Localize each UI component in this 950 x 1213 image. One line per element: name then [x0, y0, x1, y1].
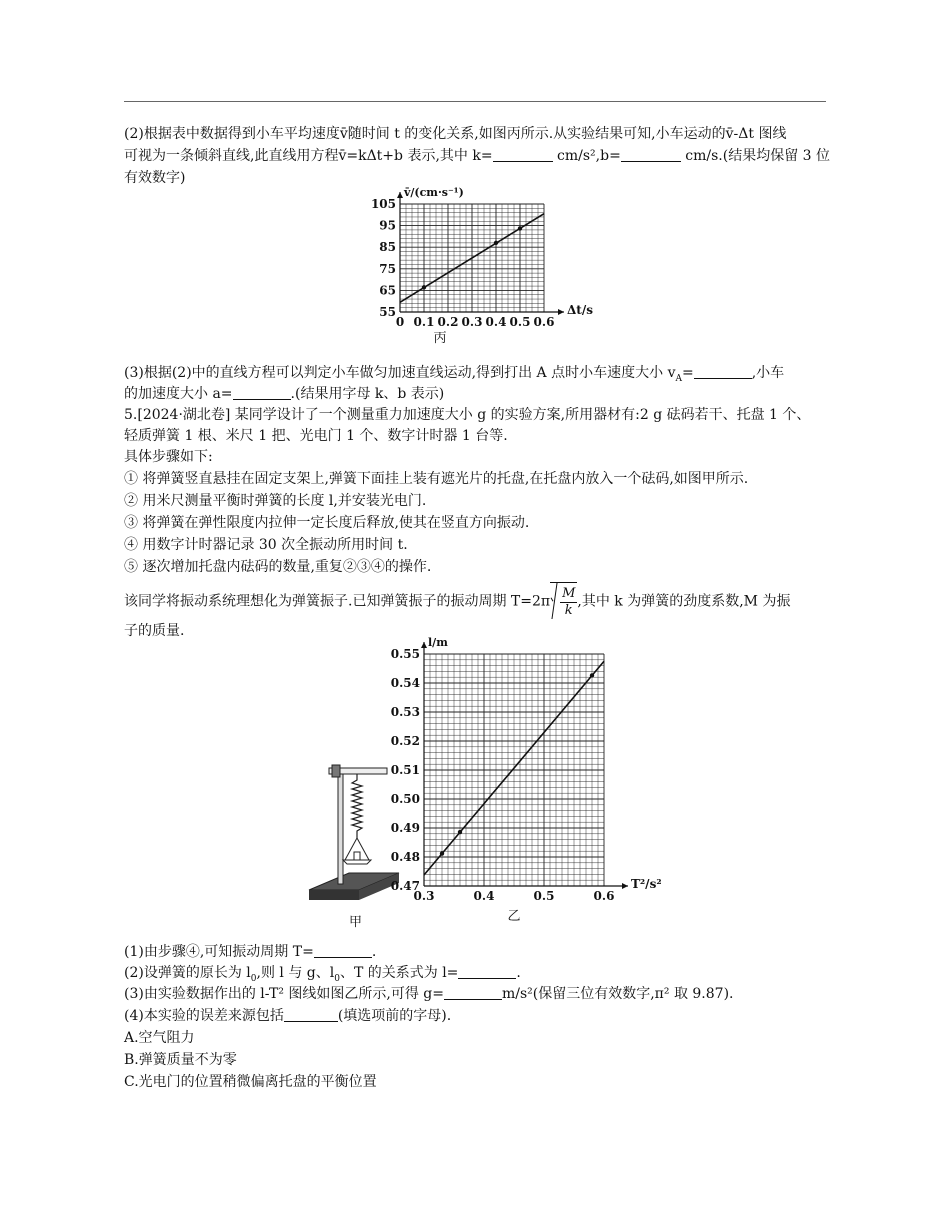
y-tick-label: 75: [379, 261, 396, 276]
chart-caption: 丙: [433, 331, 447, 346]
q2-text-a: 可视为一条倾斜直线,此直线用方程v̄=kΔt+b 表示,其中 k=: [124, 148, 493, 164]
answer-blank-b[interactable]: [621, 147, 681, 162]
x-axis-label: Δt/s: [567, 303, 593, 317]
answer-blank-k[interactable]: [493, 147, 553, 162]
option-a[interactable]: A.空气阻力: [124, 1030, 195, 1046]
q3-line2: [124, 384, 826, 405]
y-tick-label: 105: [370, 197, 396, 211]
x-tick-label: 0.2: [437, 315, 459, 329]
x-tick-label: 0: [395, 315, 405, 329]
q3-text-e: .(结果用字母 k、b 表示): [290, 386, 445, 402]
answer-blank-g[interactable]: [444, 985, 502, 1000]
q5-sub2-b: ,则 l 与 g、l: [256, 965, 335, 981]
q3-text-a: (3)根据(2)中的直线方程可以判定小车做匀加速直线运动,得到打出 A 点时小车速度大小 v: [124, 365, 676, 381]
q5-sub4-a: (4)本实验的误差来源包括: [124, 1008, 284, 1024]
y-axis-arrow-icon: [397, 192, 403, 198]
y-tick-label: 0.53: [390, 705, 420, 719]
data-point: [590, 673, 594, 677]
y-axis-label: l/m: [428, 636, 448, 649]
chart-yi-grid: [424, 654, 604, 886]
frac-denominator: k: [564, 602, 573, 618]
answer-blank-l[interactable]: [458, 964, 516, 979]
y-tick-label: 0.47: [390, 879, 420, 893]
q5-model-line: [124, 582, 826, 621]
q5-sub1: [124, 942, 826, 963]
q3-text-c: ,小车: [751, 365, 785, 381]
data-point: [494, 241, 498, 245]
chart-caption: 乙: [507, 909, 521, 924]
frac-numerator: M: [562, 585, 576, 601]
q2-line2: [124, 146, 831, 167]
q5-sub2-sub0b: 0: [334, 973, 340, 984]
y-tick-label: 0.52: [390, 734, 420, 748]
q5-model-line2: 子的质量.: [124, 623, 185, 639]
q5-step: ③ 将弹簧在弹性限度内拉伸一定长度后释放,使其在竖直方向振动.: [124, 515, 530, 531]
q5-sub2-sub0: 0: [250, 973, 257, 984]
apparatus-base-front: [309, 890, 359, 900]
q3-line1: [124, 363, 826, 384]
x-tick-label: 0.6: [593, 889, 615, 903]
q2-line3: 有效数字): [124, 170, 186, 186]
x-axis-arrow-icon: [622, 883, 628, 889]
q5-sub1-end: .: [371, 944, 377, 960]
q5-steps-title: 具体步骤如下:: [124, 449, 213, 465]
data-point: [440, 851, 444, 855]
x-tick-label: 0.3: [413, 889, 435, 903]
option-b[interactable]: B.弹簧质量不为零: [124, 1052, 237, 1068]
answer-blank-error[interactable]: [284, 1007, 338, 1022]
q2-text-b: cm/s²,b=: [557, 148, 621, 164]
q5-line1: 5.[2024·湖北卷] 某同学设计了一个测量重力加速度大小 g 的实验方案,所用器材有:2 g 砝码若干、托盘 1 个、: [124, 407, 811, 423]
q5-sub2-c: 、T 的关系式为 l=: [339, 965, 459, 981]
q5-step: ⑤ 逐次增加托盘内砝码的数量,重复②③④的操作.: [124, 559, 432, 575]
q5-step: ① 将弹簧竖直悬挂在固定支架上,弹簧下面挂上装有遮光片的托盘,在托盘内放入一个砝码,如图甲所示.: [124, 471, 749, 487]
q5-sub2-a: (2)设弹簧的原长为 l: [124, 965, 251, 981]
q5-sub2: [124, 963, 826, 984]
data-point: [458, 830, 462, 834]
q5-sub1-text: (1)由步骤④,可知振动周期 T=: [124, 944, 314, 960]
q2-line1: (2)根据表中数据得到小车平均速度v̄随时间 t 的变化关系,如图丙所示.从实验结果可知,小车运动的v̄-Δt 图线: [124, 126, 787, 142]
q3-sub-a: A: [675, 373, 682, 384]
x-axis-arrow-icon: [558, 309, 564, 315]
x-tick-label: 0.4: [485, 315, 507, 329]
chart-bing: [360, 182, 600, 347]
y-tick-label: 0.54: [390, 676, 420, 690]
data-point: [422, 285, 426, 289]
x-tick-label: 0.4: [473, 889, 495, 903]
q5-sub3: [124, 984, 826, 1005]
x-tick-label: 0.6: [533, 315, 555, 329]
x-tick-label: 0.5: [509, 315, 531, 329]
q5-sub3-a: (3)由实验数据作出的 l-T² 图线如图乙所示,可得 g=: [124, 986, 444, 1002]
y-tick-label: 0.51: [390, 763, 420, 777]
sqrt-symbol: [550, 582, 577, 621]
figure-jia-label: 甲: [349, 915, 363, 930]
apparatus-pole: [338, 772, 343, 884]
answer-blank-T[interactable]: [314, 943, 372, 958]
y-tick-label: 0.55: [390, 647, 420, 661]
q3-text-b: =: [681, 365, 694, 381]
apparatus-clamp: [332, 765, 340, 777]
q5-sub4-b: (填选项前的字母).: [337, 1008, 452, 1024]
tray-icon: [343, 860, 371, 864]
y-tick-label: 65: [379, 283, 396, 298]
answer-blank-va[interactable]: [694, 364, 752, 379]
x-tick-label: 0.1: [413, 315, 435, 329]
y-axis-arrow-icon: [421, 642, 427, 648]
x-axis-label: T²/s²: [631, 877, 662, 891]
y-tick-label: 0.49: [390, 821, 420, 835]
q5-sub3-b: m/s²(保留三位有效数字,π² 取 9.87).: [501, 986, 734, 1002]
q5-sub4: [124, 1006, 826, 1027]
q5-line2: 轻质弹簧 1 根、米尺 1 把、光电门 1 个、数字计时器 1 台等.: [124, 428, 508, 444]
data-point: [518, 226, 522, 230]
x-tick-label: 0.3: [461, 315, 483, 329]
q2-text-c: cm/s.(结果均保留 3 位: [685, 148, 831, 164]
option-c[interactable]: C.光电门的位置稍微偏离托盘的平衡位置: [124, 1074, 377, 1090]
q3-text-d: 的加速度大小 a=: [124, 386, 233, 402]
q5-model-text-a: 该同学将振动系统理想化为弹簧振子.已知弹簧振子的振动周期 T=2π: [124, 593, 551, 610]
y-tick-label: 0.48: [390, 850, 420, 864]
q5-sub2-d: .: [516, 965, 521, 981]
y-axis-label: v̄/(cm·s⁻¹): [404, 186, 464, 199]
y-tick-label: 0.50: [390, 792, 420, 806]
y-tick-label: 85: [379, 240, 396, 255]
answer-blank-a[interactable]: [233, 385, 291, 400]
x-tick-label: 0.5: [533, 889, 555, 903]
q5-step: ④ 用数字计时器记录 30 次全振动所用时间 t.: [124, 537, 408, 553]
spring-icon: [352, 774, 362, 838]
weight-icon: [354, 852, 360, 860]
chart-yi: [380, 634, 662, 926]
y-tick-label: 55: [379, 305, 396, 319]
q5-step: ② 用米尺测量平衡时弹簧的长度 l,并安装光电门.: [124, 493, 427, 509]
fraction-m-over-k: [560, 586, 577, 619]
header-rule: [124, 101, 826, 102]
q5-model-text-b: ,其中 k 为弹簧的劲度系数,M 为振: [577, 593, 791, 610]
y-tick-label: 95: [379, 218, 396, 233]
